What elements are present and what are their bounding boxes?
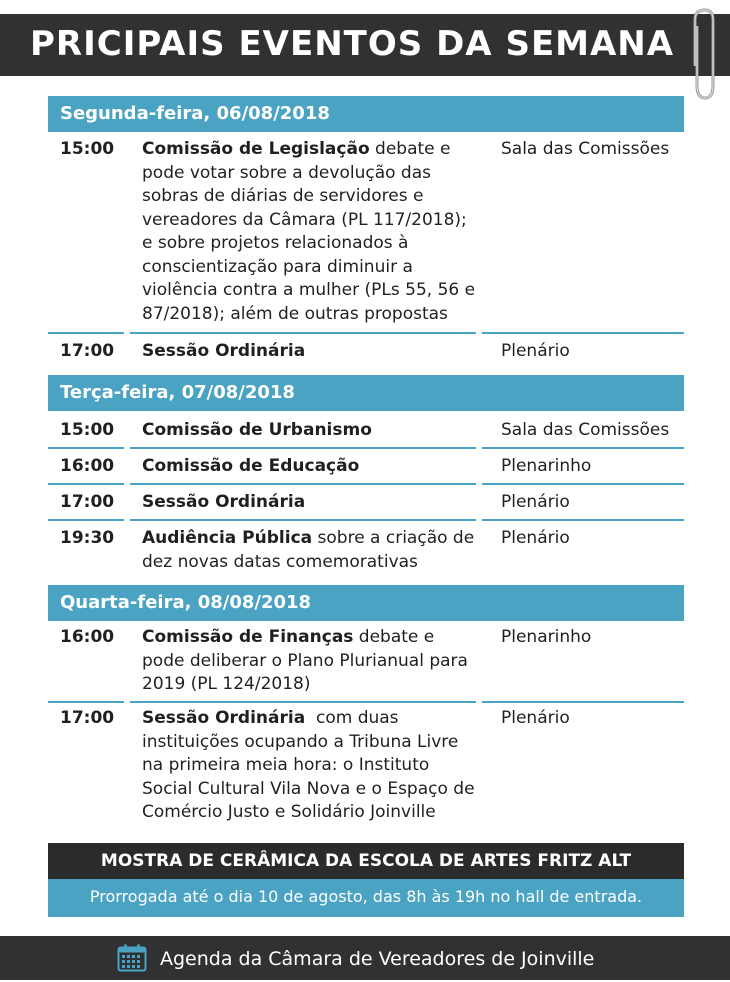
exhibition-subtitle: Prorrogada até o dia 10 de agosto, das 8h às 19h no hall de entrada. [48,879,684,917]
event-location: Plenarinho [501,627,592,647]
row-divider [130,447,476,449]
row-divider [482,447,684,449]
event-title: Comissão de Finanças [142,627,354,647]
event-location: Sala das Comissões [501,139,670,159]
row-divider [48,483,124,485]
row-divider [482,483,684,485]
event-title: Sessão Ordinária [142,708,306,728]
row-divider [48,332,124,334]
event-location: Plenário [501,341,570,361]
page-title: PRICIPAIS EVENTOS DA SEMANA [30,24,675,64]
event-location: Plenário [501,708,570,728]
event-time: 15:00 [60,420,115,440]
event-details: sobre a criação de dez novas datas comemorativas [142,528,475,572]
event-location: Sala das Comissões [501,420,670,440]
event-description [142,626,482,697]
paperclip-icon [683,6,723,102]
event-title: Sessão Ordinária [142,492,306,512]
footer-text: Agenda da Câmara de Vereadores de Joinville [160,948,595,970]
calendar-icon [117,944,147,972]
row-divider [130,519,476,521]
event-description [142,455,482,479]
event-details: com duas instituições ocupando a Tribuna Livre na primeira meia hora: o Instituto Social Cultural Vila Nova e o Espaço de Comércio Justo e Solidário Joinville [142,708,480,822]
event-time: 16:00 [60,456,115,476]
event-description [142,491,482,515]
event-location: Plenário [501,528,570,548]
row-divider [48,519,124,521]
event-time: 15:00 [60,139,115,159]
day-header-wednesday: Quarta-feira, 08/08/2018 [48,585,684,621]
row-divider [130,332,476,334]
day-header-monday: Segunda-feira, 06/08/2018 [48,96,684,132]
footer [0,936,730,980]
event-description [142,340,482,364]
event-location: Plenário [501,492,570,512]
event-time: 17:00 [60,341,115,361]
event-description [142,138,482,326]
title-bar [0,14,730,76]
event-time: 16:00 [60,627,115,647]
event-time: 17:00 [60,708,115,728]
day-header-tuesday: Terça-feira, 07/08/2018 [48,375,684,411]
event-time: 17:00 [60,492,115,512]
row-divider [48,447,124,449]
event-location: Plenarinho [501,456,592,476]
event-description [142,527,482,574]
event-title: Comissão de Legislação [142,139,370,159]
row-divider [48,701,124,703]
row-divider [482,701,684,703]
event-time: 19:30 [60,528,115,548]
event-details: debate e pode votar sobre a devolução das sobras de diárias de servidores e vereadores da Câmara (PL 117/2018); e sobre projetos relacionados à conscientização para diminuir a violência contra a mulher (PLs 55, 56 e 87/2018); além de outras propostas [142,139,476,324]
event-details: debate e pode deliberar o Plano Plurianual para 2019 (PL 124/2018) [142,627,468,694]
row-divider [130,701,476,703]
exhibition-title: MOSTRA DE CERÂMICA DA ESCOLA DE ARTES FRITZ ALT [48,843,684,879]
row-divider [130,483,476,485]
event-title: Comissão de Urbanismo [142,420,372,440]
event-title: Audiência Pública [142,528,313,548]
row-divider [482,332,684,334]
event-description [142,419,482,443]
row-divider [482,519,684,521]
event-title: Comissão de Educação [142,456,360,476]
event-description [142,707,482,825]
event-title: Sessão Ordinária [142,341,306,361]
